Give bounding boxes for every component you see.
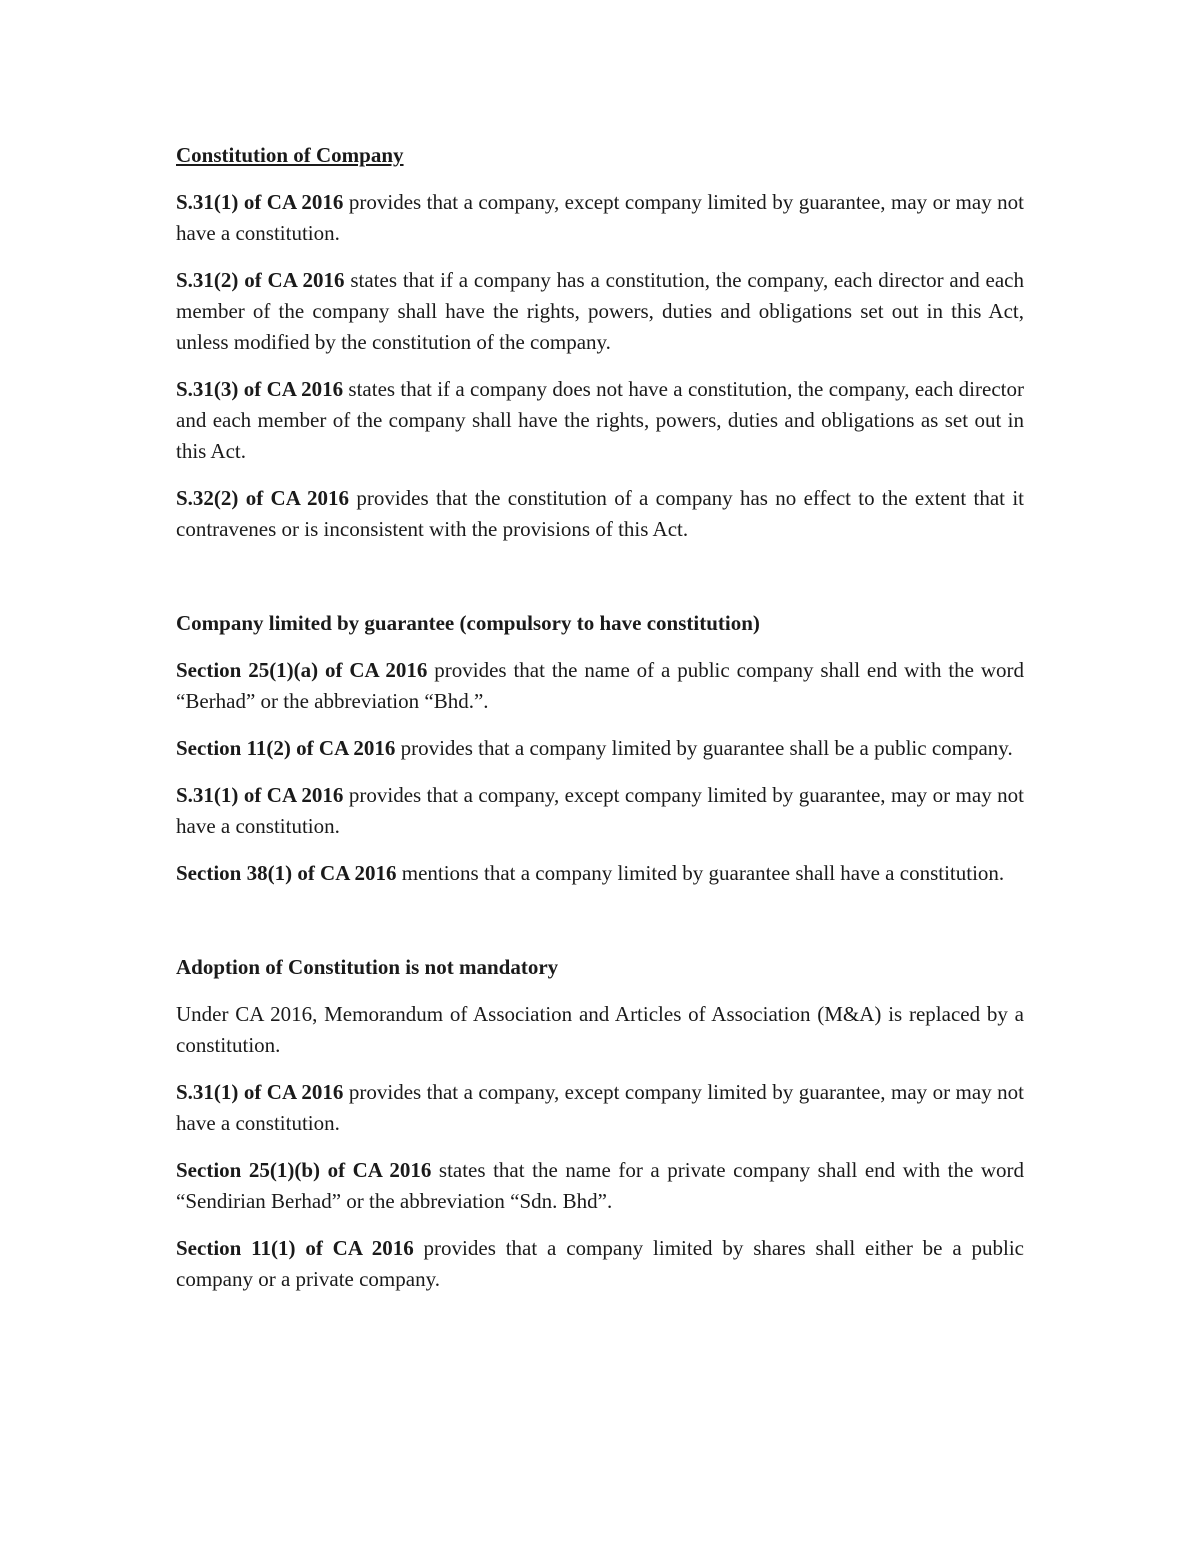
statute-reference: S.31(3) of CA 2016 (176, 377, 344, 401)
statute-reference: Section 25(1)(a) of CA 2016 (176, 658, 428, 682)
document-page (176, 140, 1024, 1311)
section-adoption-of-constitution (176, 952, 1024, 1295)
paragraph (176, 858, 1024, 889)
paragraph-text: states that if a company does not have a constitution, the company, each director and each member of the company shall have the rights, powers, duties and obligations as set out in this Act. (176, 377, 1024, 463)
statute-reference: Section 25(1)(b) of CA 2016 (176, 1158, 432, 1182)
section-heading: Adoption of Constitution is not mandatory (176, 955, 559, 979)
paragraph (176, 1233, 1024, 1295)
paragraph-text: mentions that a company limited by guarantee shall have a constitution. (396, 861, 1005, 885)
paragraph-text: Under CA 2016, Memorandum of Association and Articles of Association (M&A) is replaced by a constitution. (176, 1002, 1024, 1057)
section-heading: Constitution of Company (176, 143, 404, 167)
statute-reference: Section 11(2) of CA 2016 (176, 736, 396, 760)
statute-reference: Section 11(1) of CA 2016 (176, 1236, 414, 1260)
statute-reference: S.31(2) of CA 2016 (176, 268, 345, 292)
section-constitution-of-company (176, 140, 1024, 545)
section-heading: Company limited by guarantee (compulsory to have constitution) (176, 611, 760, 635)
paragraph-text: provides that the constitution of a company has no effect to the extent that it contravenes or is inconsistent with the provisions of this Act. (176, 486, 1024, 541)
paragraph-text: provides that a company limited by shares shall either be a public company or a private company. (176, 1236, 1024, 1291)
statute-reference: S.31(1) of CA 2016 (176, 190, 344, 214)
paragraph-text: states that if a company has a constitution, the company, each director and each member of the company shall have the rights, powers, duties and obligations set out in this Act, unless modified by the constitution of the company. (176, 268, 1024, 354)
paragraph-text: provides that a company limited by guarantee shall be a public company. (395, 736, 1013, 760)
paragraph-text: provides that the name of a public company shall end with the word “Berhad” or the abbreviation “Bhd.”. (176, 658, 1024, 713)
statute-reference: S.31(1) of CA 2016 (176, 1080, 344, 1104)
paragraph (176, 999, 1024, 1061)
statute-reference: S.31(1) of CA 2016 (176, 783, 344, 807)
section-spacer (176, 905, 1024, 952)
section-spacer (176, 561, 1024, 608)
paragraph-text: states that the name for a private company shall end with the word “Sendirian Berhad” or the abbreviation “Sdn. Bhd”. (176, 1158, 1024, 1213)
paragraph (176, 483, 1024, 545)
statute-reference: Section 38(1) of CA 2016 (176, 861, 397, 885)
paragraph-text: provides that a company, except company limited by guarantee, may or may not have a constitution. (176, 190, 1024, 245)
paragraph (176, 1077, 1024, 1139)
paragraph (176, 187, 1024, 249)
paragraph (176, 780, 1024, 842)
paragraph-text: provides that a company, except company limited by guarantee, may or may not have a constitution. (176, 783, 1024, 838)
paragraph (176, 1155, 1024, 1217)
statute-reference: S.32(2) of CA 2016 (176, 486, 350, 510)
paragraph (176, 655, 1024, 717)
paragraph-text: provides that a company, except company limited by guarantee, may or may not have a constitution. (176, 1080, 1024, 1135)
paragraph (176, 265, 1024, 358)
paragraph (176, 374, 1024, 467)
section-company-limited-by-guarantee (176, 608, 1024, 889)
paragraph (176, 733, 1024, 764)
